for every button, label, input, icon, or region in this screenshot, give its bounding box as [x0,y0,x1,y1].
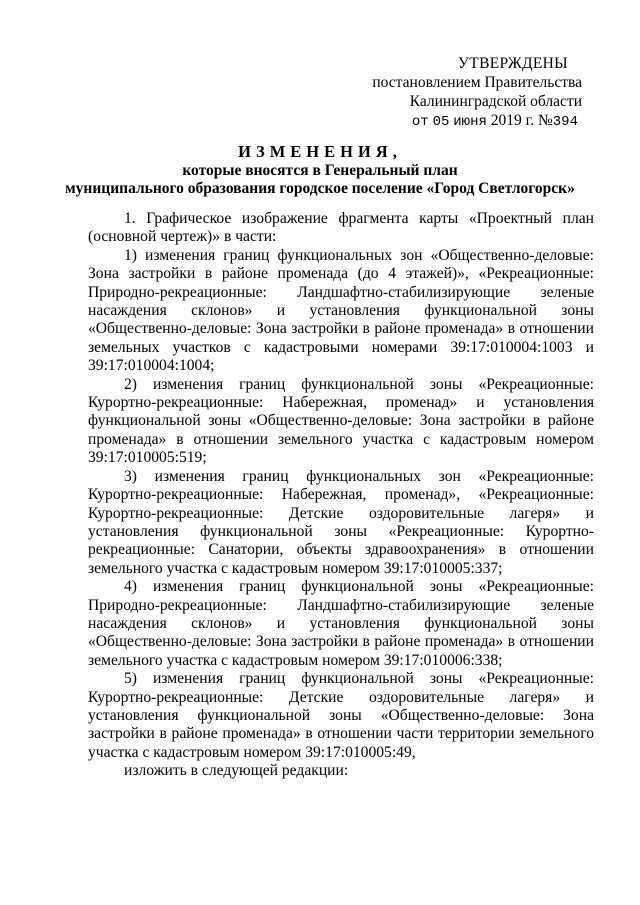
paragraph-item-1: 1) изменения границ функциональных зон «Общественно-деловые: Зона застройки в районе променада (до 4 этажей)», «Рекреационные: Природно-рекреационные: Ландшафтно-стабилизирующие зеленые насаждения склонов» и установления функциональной зоны «Общественно-деловые: Зона застройки в районе променада» в отношении земельных участков с кадастровыми номерами 39:17:010004:1003 и 39:17:010004:1004; [88,246,594,375]
document-body [88,210,594,781]
date-prefix: от [411,114,429,130]
paragraph-item-5: 5) изменения границ функциональной зоны «Рекреационные: Курортно-рекреационные: Детские оздоровительные лагеря» и установления функциональной зоны «Общественно-деловые: Зона застройки в районе променада» в отношении части территории земельного участка с кадастровым номером 39:17:010005:49, [88,670,594,761]
paragraph-item-3: 3) изменения границ функциональных зон «Рекреационные: Курортно-рекреационные: Набережная, променад», «Рекреационные: Курортно-рекреационные: Детские оздоровительные лагеря» и установления функциональной зоны «Рекреационные: Курортно-рекреационные: Санатории, объекты здравоохранения» в отношении земельного участка с кадастровым номером 39:17:010005:337; [88,467,594,577]
approval-date [342,111,578,132]
paragraph-1: 1. Графическое изображение фрагмента карты «Проектный план (основной чертеж)» в части: [88,210,594,246]
paragraph-closing: изложить в следующей редакции: [124,762,349,780]
approval-title: УТВЕРЖДЕНЫ [458,55,568,72]
approval-line-2: Калининградской области [409,93,582,110]
date-day: 05 [432,114,450,130]
title-heading: ИЗМЕНЕНИЯ, [238,142,402,161]
title-line-3: муниципального образования городское поселение «Город Светлогорск» [65,180,575,197]
paragraph-item-2: 2) изменения границ функциональной зоны «Рекреационные: Курортно-рекреационные: Набережная, променад» и установления функциональной зоны «Общественно-деловые: Зона застройки в районе променада» в отношении земельного участка с кадастровым номером 39:17:010005:519; [88,375,594,467]
approval-block [342,54,582,132]
document-number: 394 [552,114,578,130]
date-year: 2019 г. [490,112,535,129]
title-line-2: которые вносятся в Генеральный план [182,162,458,179]
approval-line-1: постановлением Правительства [372,74,582,91]
number-sign: № [537,112,553,129]
paragraph-item-4: 4) изменения границ функциональной зоны «Рекреационные: Природно-рекреационные: Ландшафтно-стабилизирующие зеленые насаждения склонов» и установления функциональной зоны «Общественно-деловые: Зона застройки в районе променада» в отношении земельного участка с кадастровым номером 39:17:010006:338; [88,578,594,669]
date-month: июня [453,114,487,130]
document-title [0,143,640,198]
